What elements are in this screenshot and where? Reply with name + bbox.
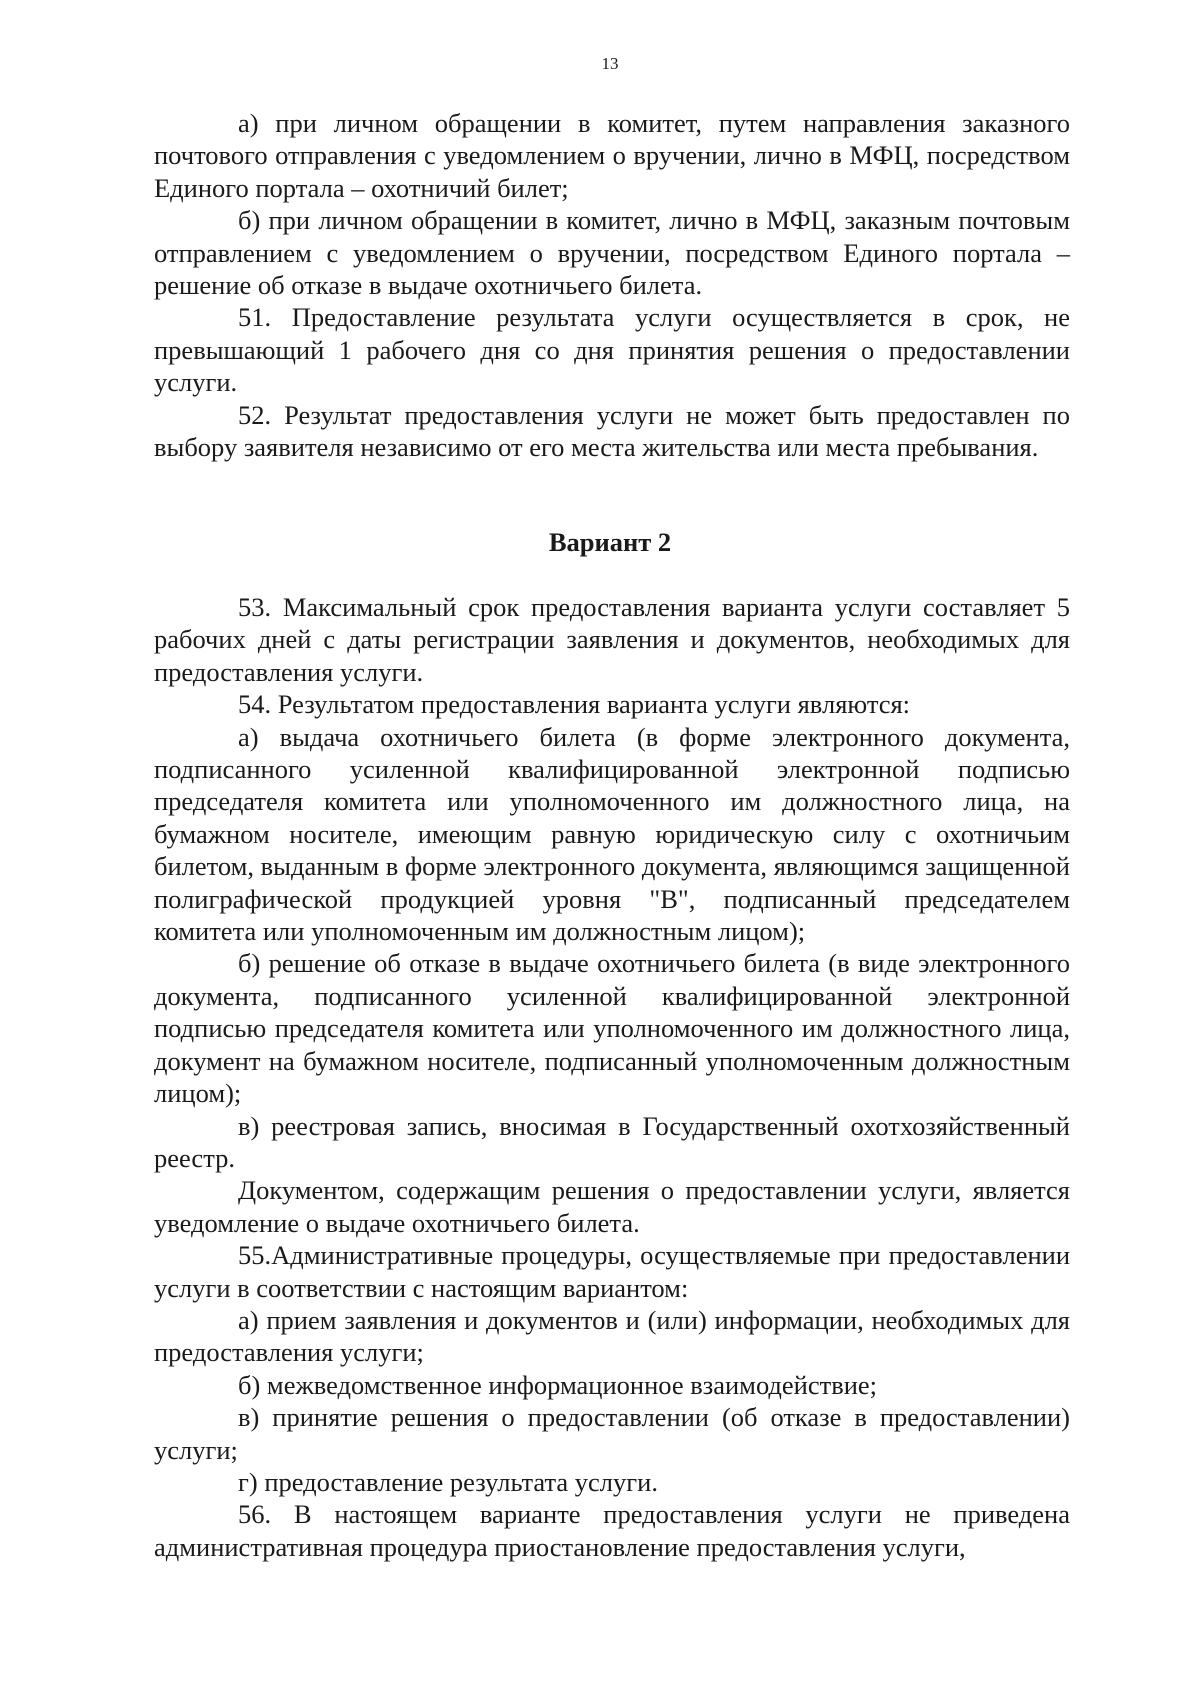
paragraph-54: 54. Результатом предоставления варианта услуги являются: — [238, 689, 911, 720]
paragraph-55a: а) прием заявления и документов и (или) информации, необходимых для предоставления услуги; — [154, 1304, 1070, 1368]
paragraph-53: 53. Максимальный срок предоставления варианта услуги составляет 5 рабочих дней с даты регистрации заявления и документов, необходимых для предоставления услуги. — [154, 592, 1070, 687]
page-number: 13 — [601, 54, 619, 73]
text-block-upper — [154, 107, 1070, 463]
paragraph-51: 51. Предоставление результата услуги осуществляется в срок, не превышающий 1 рабочего дня со дня принятия решения о предоставлении услуги. — [154, 302, 1070, 398]
text-block-lower — [154, 591, 1070, 1563]
paragraph-55: 55.Административные процедуры, осуществляемые при предоставлении услуги в соответствии с настоящим вариантом: — [154, 1240, 1070, 1303]
paragraph-1a: а) при личном обращении в комитет, путем направления заказного почтового отправления с уведомлением о вручении, лично в МФЦ, посредством Единого портала – охотничий билет; — [154, 108, 1070, 203]
section-heading: Вариант 2 — [548, 527, 672, 557]
paragraph-55g: г) предоставление результата услуги. — [238, 1466, 658, 1497]
paragraph-56: 56. В настоящем варианте предоставления услуги не приведена административная процедура приостановление предоставления услуги, — [154, 1499, 1070, 1562]
paragraph-54v: в) реестровая запись, вносимая в Государственный охотхозяйственный реестр. — [154, 1110, 1070, 1173]
paragraph-54a: а) выдача охотничьего билета (в форме электронного документа, подписанного усиленной квалифицированной электронной подписью председателя комитета или уполномоченного им должностного лица, на бумажном носителе, имеющим равную юридическую силу с охотничьим билетом, выданным в форме электронного документа, являющимся защищенной полиграфической продукцией уровня "В", подписанный председателем комитета или уполномоченным им должностным лицом); — [154, 721, 1070, 947]
paragraph-52: 52. Результат предоставления услуги не может быть предоставлен по выбору заявителя независимо от его места жительства или места пребывания. — [154, 399, 1070, 463]
paragraph-55b: б) межведомственное информационное взаимодействие; — [238, 1369, 878, 1400]
paragraph-document-note: Документом, содержащим решения о предоставлении услуги, является уведомление о выдаче охотничьего билета. — [154, 1175, 1070, 1238]
paragraph-55v: в) принятие решения о предоставлении (об отказе в предоставлении) услуги; — [154, 1402, 1070, 1465]
paragraph-1b: б) при личном обращении в комитет, лично в МФЦ, заказным почтовым отправлением с уведомлением о вручении, посредством Единого портала – решение об отказе в выдаче охотничьего билета. — [154, 205, 1070, 301]
paragraph-54b: б) решение об отказе в выдаче охотничьего билета (в виде электронного документа, подписанного усиленной квалифицированной электронной подписью председателя комитета или уполномоченного им должностного лица, документ на бумажном носителе, подписанный уполномоченным должностным лицом); — [154, 948, 1070, 1109]
